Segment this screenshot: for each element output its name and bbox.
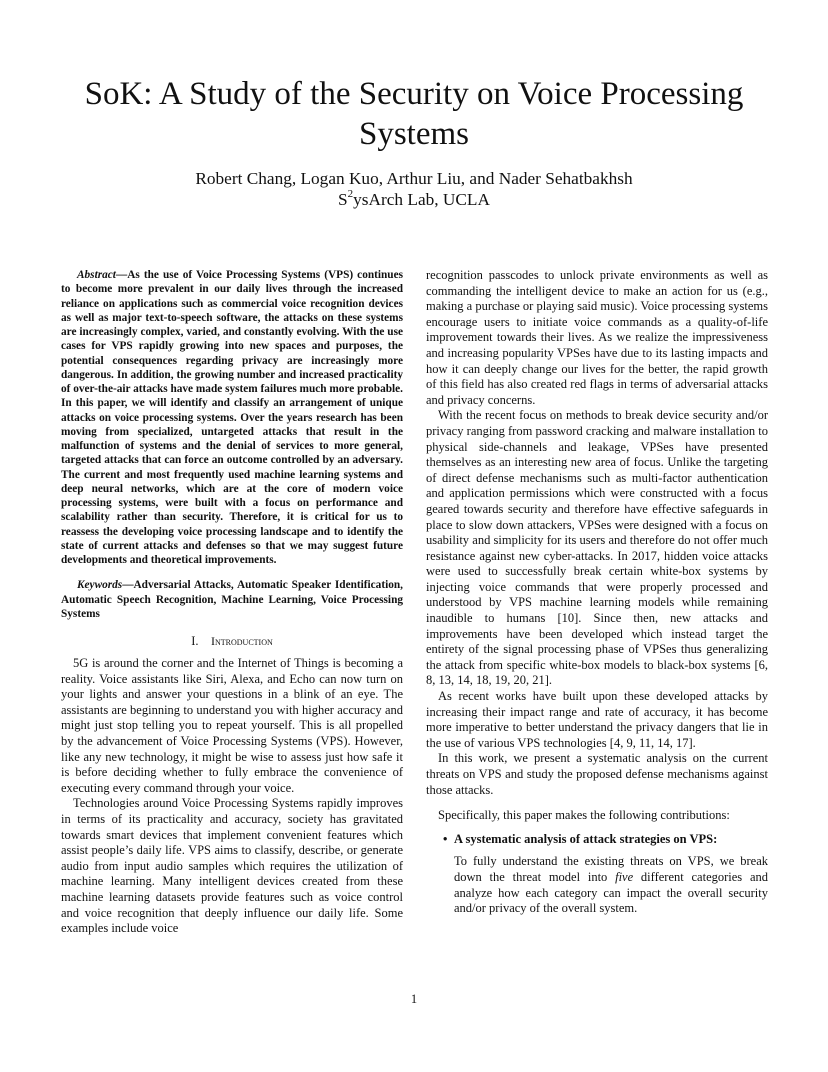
contribution-body [454, 854, 768, 916]
contributions-intro: Specifically, this paper makes the following contributions: [438, 808, 730, 823]
contribution-item [426, 832, 768, 917]
author-list: Robert Chang, Logan Kuo, Arthur Liu, and Nader Sehatbakhsh [195, 169, 633, 188]
section-number: I. [191, 634, 199, 648]
contribution-body-text: To fully understand the existing threats on VPS, we break down the threat model into [454, 854, 768, 884]
abstract-text: As the use of Voice Processing Systems (VPS) continues to become more prevalent in our daily lives through the increased reliance on applications such as commercial voice recognition devices as well as major text-to-speech software, the attacks on these systems are increasingly complex, varied, and constantly evolving. With the use cases for VPS rapidly growing into new spaces and purposes, the potential consequences regarding privacy are increasingly more dangerous. In addition, the growing number and increased practicality of over-the-air attacks have made system failures much more probable. In this paper, we will identify and classify an arrangement of unique attacks on voice processing systems. Over the years research has been moving from specialized, untargeted attacks that result in the malfunction of systems and the denial of services to more general, targeted attacks that can force an outcome controlled by an adversary. The current and most frequently used machine learning systems and deep neural networks, which are at the core of modern voice processing systems, were built with a focus on performance and scalability rather than security. Therefore, it is critical for us to reassess the developing voice processing landscape and to identify the state of current attacks and defenses so that we may suggest future developments and theoretical improvements. [61, 269, 404, 566]
intro-paragraph-5: In this work, we present a systematic analysis on the current threats on VPS and study the proposed defense mechanisms against those attacks. [426, 751, 768, 797]
intro-paragraph-2: Technologies around Voice Processing Systems rapidly improves in terms of its practicality and accuracy, society has gravitated towards smart devices that implement convenient features which assist people’s daily life. VPS aims to classify, describe, or generate audio from input audio samples which requires the utilization of machine learning. Many intelligent devices created from these machine learning datasets provide features such as voice control and voice recognition that deeply influence our daily life. Some examples include voice [61, 796, 403, 936]
bullet-icon: • [443, 831, 448, 846]
page-number: 1 [410, 992, 418, 1006]
affiliation [60, 189, 768, 210]
abstract-label: Abstract [77, 269, 116, 281]
section-heading-introduction [61, 634, 403, 649]
paper-title: SoK: A Study of the Security on Voice Processing Systems [84, 76, 744, 152]
abstract-dash: — [115, 269, 128, 281]
intro-paragraph-1: 5G is around the corner and the Internet of Things is becoming a reality. Voice assistants like Siri, Alexa, and Echo can now turn on your lights and answer your questions in a blink of an eye. The assistants are beginning to understand you with higher accuracy and might just stop telling you to repeat yourself. This is all propelled by the advancement of Voice Processing Systems (VPS). However, like any new technology, it might be wise to assess just how safe it is before deciding whether to fully embrace the convenience of executing every command through your voice. [61, 656, 403, 795]
section-title: Introduction [211, 634, 273, 648]
contribution-body-emphasis: five [615, 869, 634, 884]
keywords-dash: — [122, 579, 134, 592]
affiliation-prefix: S [338, 190, 348, 209]
keywords [61, 578, 403, 621]
contribution-heading: A systematic analysis of attack strategies on VPS: [454, 831, 718, 846]
contribution-list [426, 832, 768, 917]
keywords-text: Adversarial Attacks, Automatic Speaker Identification, Automatic Speech Recognition, Machine Learning, Voice Processing Systems [61, 579, 403, 620]
abstract [61, 268, 403, 567]
left-column [61, 268, 403, 937]
intro-paragraph-4: As recent works have built upon these developed attacks by increasing their impact range and rate of accuracy, it has become more imperative to better understand the privacy dangers that lie in the use of various VPS technologies [4, 9, 11, 14, 17]. [426, 689, 768, 750]
affiliation-rest: ysArch Lab, UCLA [353, 190, 490, 209]
affiliation-superscript: 2 [347, 188, 354, 201]
intro-paragraph-2-continued: recognition passcodes to unlock private environments as well as commanding the intelligent device to make an action for us (e.g., making a purchase or playing said music). Voice processing systems encourage users to initiate voice commands as a quality-of-life improvement towards their lives. As we realize the impressiveness and increasing popularity VPSes have due to its lasting impacts and how it can deeply change our lives for the better, the rapid growth of this field has also created red flags in terms of adversarial attacks and privacy concerns. [426, 268, 768, 407]
intro-paragraph-3: With the recent focus on methods to break device security and/or privacy ranging from password cracking and malware installation to physical side-channels and leakage, VPSes have presented themselves as an interesting new area of focus. Unlike the targeting of direct defense mechanisms such as multi-factor authentication and application permissions which were constructed with a focus geared towards security and therefore have effective safeguards in place to slow down attackers, VPSes were designed with a focus on usability and simplicity for its users and therefore do not offer much resistance against new cyber-attacks. In 2017, hidden voice attacks were used to successfully break certain white-box systems by injecting voice commands that were properly processed and understood by VPS machine learning models while remaining inaudible to humans [10]. Since then, new attacks and improvements have been developed which instead target the entirety of the signal processing phase of VPSes thus generalizing the attack from specific white-box models to black-box systems [6, 8, 13, 14, 18, 19, 20, 21]. [426, 408, 768, 688]
contribution-body-text-end: different categories and analyze how each category can impact the overall security and/or privacy of the overall system. [454, 869, 768, 916]
right-column [426, 268, 768, 917]
keywords-label: Keywords [77, 579, 123, 592]
